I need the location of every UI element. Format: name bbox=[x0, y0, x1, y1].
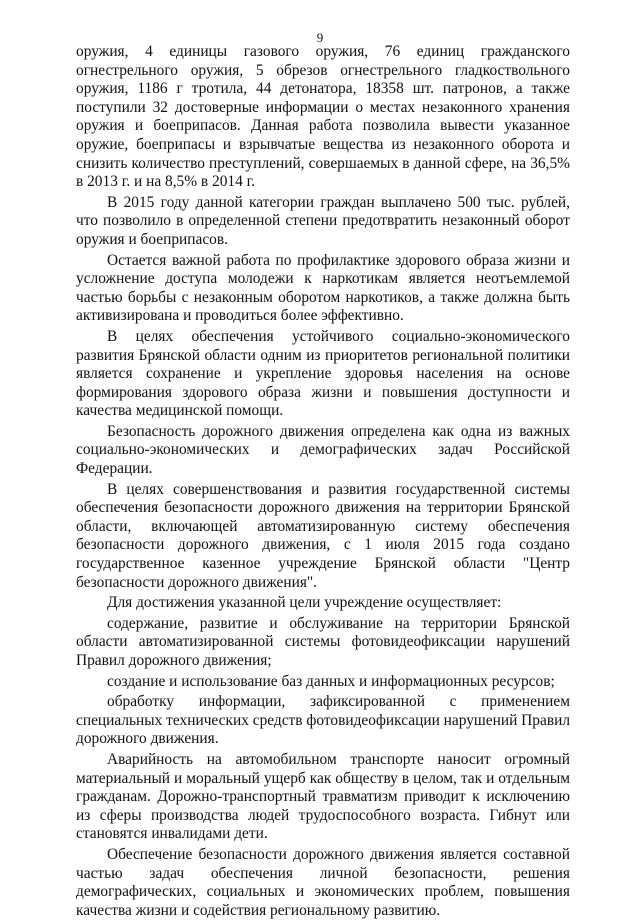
document-body bbox=[76, 43, 570, 922]
paragraph-accident-damage: Аварийность на автомобильном транспорте наносит огромный материальный и моральный ущерб как обществу в целом, так и отдельным гражданам. Дорожно-транспортный травматизм приводит к исключению из сферы производства людей трудоспособного возраста. Гибнут или становятся инвалидами дети. bbox=[76, 750, 570, 843]
paragraph-institution-functions: Для достижения указанной цели учреждение осуществляет: bbox=[107, 594, 502, 612]
paragraph-road-safety-task: Безопасность дорожного движения определена как одна из важных социально-экономических и демографических задач Российской Федерации. bbox=[76, 422, 570, 478]
paragraph-health-priority: В целях обеспечения устойчивого социально-экономического развития Брянской области одним из приоритетов региональной политики является сохранение и укрепление здоровья населения на основе формирования здорового образа жизни и повышения доступности и качества медицинской помощи. bbox=[76, 327, 570, 420]
list-item-maintenance: содержание, развитие и обслуживание на территории Брянской области автоматизированной системы фотовидеофиксации нарушений Правил дорожного движения; bbox=[76, 614, 570, 669]
paragraph-road-safety-center: В целях совершенствования и развития государственной системы обеспечения безопасности дорожного движения на территории Брянской области, включающей автоматизированную систему обеспечения безопасности дорожного движения, с 1 июля 2015 года создано государственное казенное учреждение Брянской области "Центр безопасности дорожного движения". bbox=[76, 480, 570, 591]
page-number: 9 bbox=[316, 30, 324, 45]
paragraph-payments-2015: В 2015 году данной категории граждан выплачено 500 тыс. рублей, что позволило в определенной степени предотвратить незаконный оборот оружия и боеприпасов. bbox=[76, 193, 570, 248]
list-item-databases: создание и использование баз данных и информационных ресурсов; bbox=[107, 672, 555, 690]
paragraph-drug-prevention: Остается важной работа по профилактике здорового образа жизни и усложнение доступа молодежи к наркотикам является неотъемлемой частью борьбы с незаконным оборотом наркотиков, а также должна быть активизирована и проводиться более эффективно. bbox=[76, 251, 570, 325]
list-item-information-processing: обработку информации, зафиксированной с применением специальных технических средств фотовидеофиксации нарушений Правил дорожного движения. bbox=[76, 693, 570, 748]
paragraph-road-safety-component: Обеспечение безопасности дорожного движения является составной частью задач обеспечения личной безопасности, решения демографических, социальных и экономических проблем, повышения качества жизни и содействия региональному развитию. bbox=[76, 845, 570, 919]
paragraph-weapons-seizure: оружия, 4 единицы газового оружия, 76 единиц гражданского огнестрельного оружия, 5 обрезов огнестрельного гладкоствольного оружия, 1186 г тротила, 44 детонатора, 18358 шт. патронов, а также поступили 32 достоверные информации о местах незаконного хранения оружия и боеприпасов. Данная работа позволила вывести указанное оружие, боеприпасы и взрывчатые вещества из незаконного оборота и снизить количество преступлений, совершаемых в данной сфере, на 36,5% в 2013 г. и на 8,5% в 2014 г. bbox=[76, 43, 570, 191]
